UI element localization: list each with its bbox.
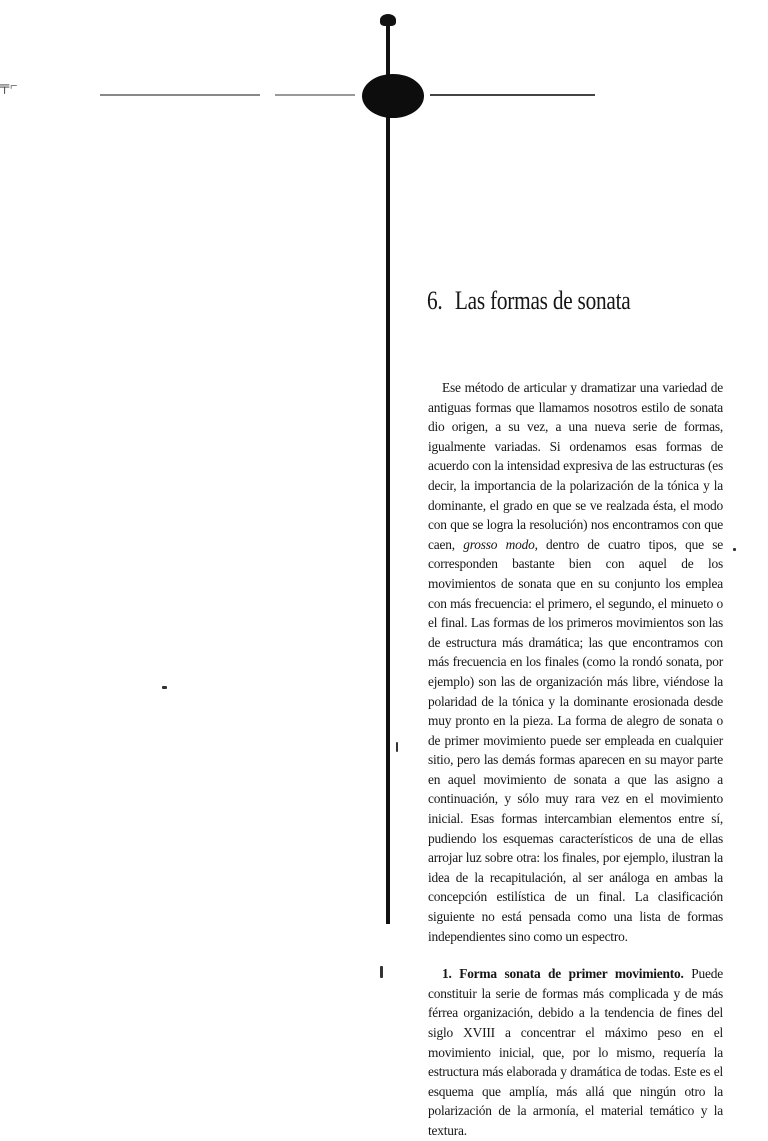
scan-speck [396, 742, 398, 752]
scan-speck [733, 548, 736, 551]
intro-text-part1: Ese método de articular y dramatizar una variedad de antiguas formas que llamamos nosotros estilo de sonata dio origen, a su vez, a una nueva serie de formas, igualmente variadas. Si ordenamos esas formas de acuerdo con la intensidad expresiva de las estructuras (es decir, la importancia de la polarización de la tónica y la dominante, el grado en que se ve realzada ésta, el modo con que se logra la resolución) nos encontramos con que caen, [428, 380, 723, 552]
section-1-text: Puede constituir la serie de formas más complicada y de más férrea organización, debido a la tendencia de fines del siglo XVIII a concentrar el máximo peso en el movimiento inicial, que, por lo mismo, requería la estructura más elaborada y dramática de todas. Este es el esquema que amplía, más allá que ningún otro la polarización de la armonía, el material temático y la textura. [428, 966, 723, 1138]
intro-emphasis: grosso modo [463, 536, 535, 552]
section-1-paragraph [428, 964, 723, 1140]
chapter-title-text: Las formas de sonata [454, 286, 631, 315]
chapter-title [427, 286, 631, 316]
chapter-number: 6. [427, 286, 443, 315]
intro-text-part2: , dentro de cuatro tipos, que se corresponden bastante bien con aquel de los movimientos de sonata que en su conjunto los emplea con más frecuencia: el primero, el segundo, el minueto o el final. Las formas de los primeros movimientos son las de estructura más dramática; las que encontramos con más frecuencia en los finales (como la rondó sonata, por ejemplo) son las de organización más libre, viéndose la polaridad de la tónica y la dominante erosionada desde muy pronto en la pieza. La forma de alegro de sonata o de primer movimiento puede ser empleada en cualquier sitio, pero las demás formas aparecen en su mayor parte en aquel movimiento de sonata a que las asigno a continuación, y sólo muy rara vez en el movimiento inicial. Esas formas intercambian elementos entre sí, pudiendo los esquemas característicos de una de ellas arrojar luz sobre otra: los finales, por ejemplo, ilustran la idea de la recapitulación, al ser análoga en ambas la concepción estilística de un final. La clasificación siguiente no está pensada como una lista de formas independientes sino como un espectro. [428, 536, 723, 944]
scan-bleed-line-right [430, 94, 595, 96]
chapter-body [428, 378, 723, 1141]
section-1-heading: 1. Forma sonata de primer movimiento. [442, 966, 684, 982]
scan-speck [380, 966, 383, 978]
scan-speck [162, 686, 167, 689]
scan-edge-mark: ╤⌐ [0, 78, 19, 93]
scan-bleed-line-left [100, 94, 260, 96]
scan-bleed-line-middle [275, 94, 355, 96]
book-gutter-line [386, 18, 390, 924]
intro-paragraph [428, 378, 723, 946]
binding-ink-blot [362, 74, 424, 118]
